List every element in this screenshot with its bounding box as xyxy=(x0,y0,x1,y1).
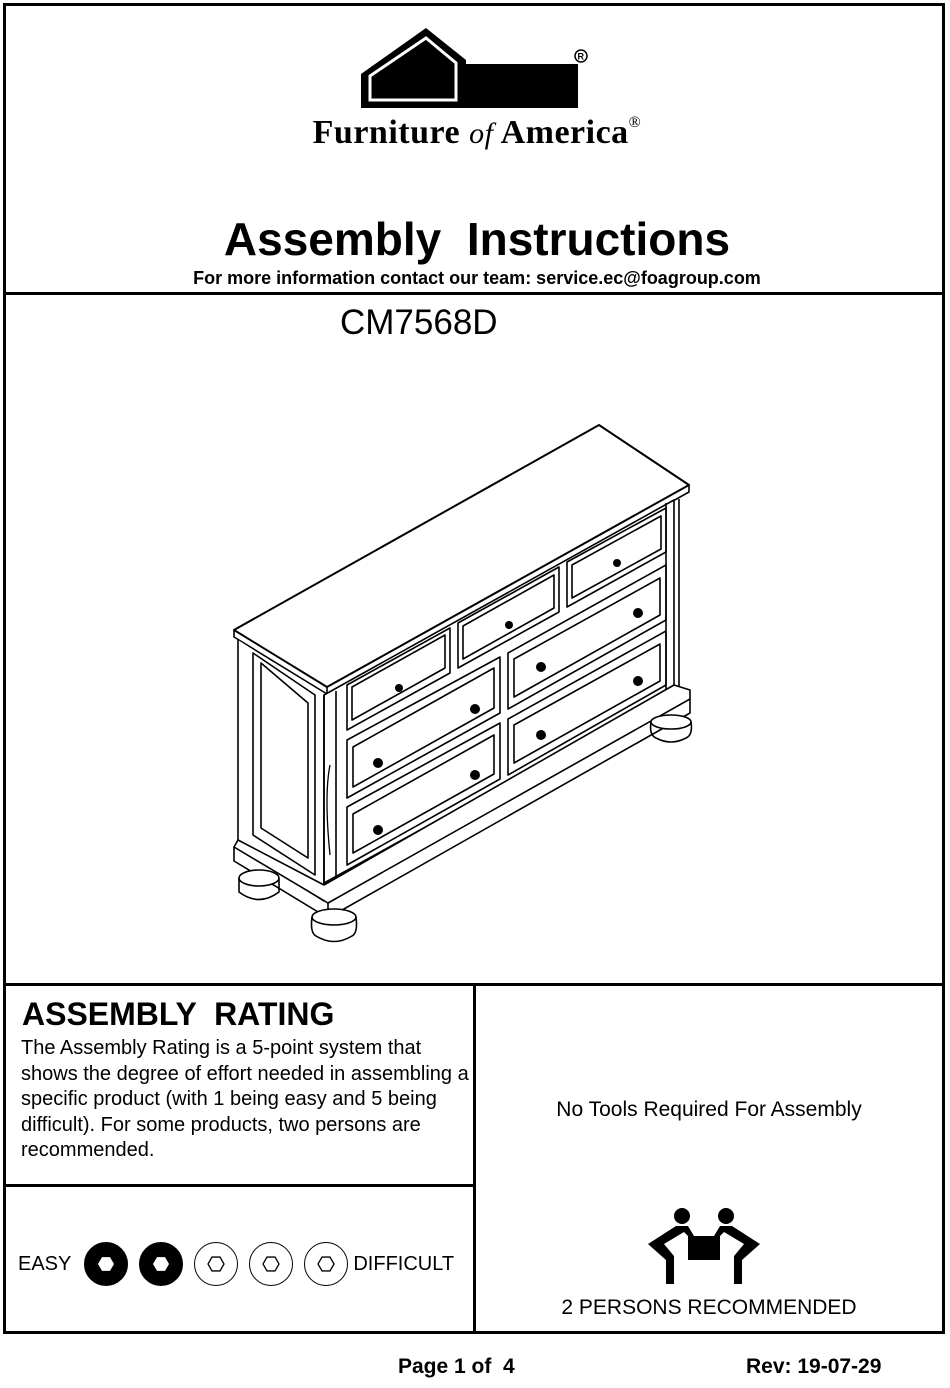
rating-dot-filled xyxy=(139,1242,183,1286)
rating-dots xyxy=(84,1242,359,1286)
rating-title: ASSEMBLY RATING xyxy=(22,996,335,1032)
hex-bolt-icon xyxy=(95,1253,117,1275)
product-box xyxy=(3,292,945,986)
persons-recommended: 2 PERSONS RECOMMENDED xyxy=(561,1296,857,1319)
rating-scale-box xyxy=(3,1184,476,1334)
page-title: Assembly Instructions xyxy=(223,213,731,265)
rating-dot-empty xyxy=(304,1242,348,1286)
rating-dot-empty xyxy=(249,1242,293,1286)
dresser-illustration xyxy=(6,295,942,983)
svg-text:R: R xyxy=(577,51,584,62)
no-tools-note: No Tools Required For Assembly xyxy=(556,1098,862,1121)
assembly-rating-box xyxy=(3,983,476,1187)
rating-dot-empty xyxy=(194,1242,238,1286)
hex-bolt-icon xyxy=(315,1253,337,1275)
contact-info: For more information contact our team: service.ec@foagroup.com xyxy=(193,268,761,288)
model-number: CM7568D xyxy=(340,303,498,342)
revision: Rev: 19-07-29 xyxy=(746,1355,882,1378)
easy-label: EASY xyxy=(18,1252,72,1275)
house-logo-icon xyxy=(356,26,591,116)
hex-bolt-icon xyxy=(150,1253,172,1275)
rating-description: The Assembly Rating is a 5-point system that shows the degree of effort needed in assembling a specific product (with 1 being easy and 5 being difficult). For some products, two persons are recommended. xyxy=(21,1037,469,1161)
brand-name: Furniture of America® xyxy=(312,114,642,151)
two-persons-lifting-icon xyxy=(644,1204,764,1292)
hex-bolt-icon xyxy=(205,1253,227,1275)
header-box xyxy=(3,3,945,295)
page-number: Page 1 of 4 xyxy=(398,1355,515,1378)
tools-box xyxy=(473,983,945,1334)
rating-scale xyxy=(18,1242,454,1286)
difficult-label: DIFFICULT xyxy=(353,1252,455,1275)
rating-dot-filled xyxy=(84,1242,128,1286)
hex-bolt-icon xyxy=(260,1253,282,1275)
